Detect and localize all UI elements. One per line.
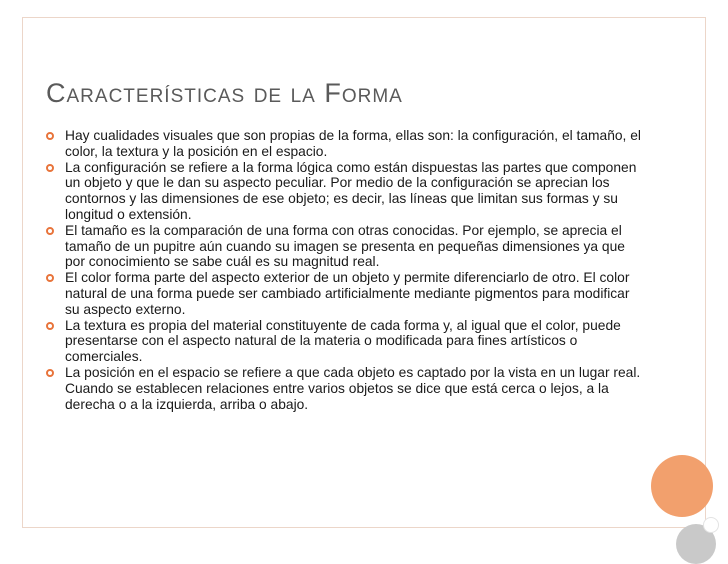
bullet-text: La textura es propia del material constituyente de cada forma y, al igual que el color, puede presentarse con el aspecto natural de la materia o modificada para fines artísticos o comerciales. — [65, 317, 621, 365]
circle-bullet-icon — [46, 274, 54, 282]
circle-bullet-icon — [46, 227, 54, 235]
decorative-white-circle — [703, 517, 719, 533]
bullet-item-posicion — [44, 365, 644, 412]
bullet-text: La posición en el espacio se refiere a que cada objeto es captado por la vista en un lugar real. Cuando se establecen relaciones entre varios objetos se dice que está cerca o lejos, a la derecha o a la izquierda, arriba o abajo. — [65, 364, 641, 412]
bullet-item-configuracion-general — [44, 128, 644, 160]
bullet-item-color — [44, 270, 644, 317]
circle-bullet-icon — [46, 132, 54, 140]
bullet-item-tamano — [44, 223, 644, 270]
bullet-text: La configuración se refiere a la forma lógica como están dispuestas las partes que componen un objeto y que le dan su aspecto peculiar. Por medio de la configuración se aprecian los contornos y las dimensiones de ese objeto; es decir, las líneas que limitan sus formas y su longitud o extensión. — [65, 159, 637, 222]
bullet-text: Hay cualidades visuales que son propias de la forma, ellas son: la configuración, el tamaño, el color, la textura y la posición en el espacio. — [65, 128, 641, 159]
circle-bullet-icon — [46, 164, 54, 172]
circle-bullet-icon — [46, 369, 54, 377]
circle-bullet-icon — [46, 322, 54, 330]
bullet-text: El tamaño es la comparación de una forma con otras conocidas. Por ejemplo, se aprecia el tamaño de un pupitre aún cuando su imagen se presenta en pequeñas dimensiones ya que por conocimiento se sabe cuál es su magnitud real. — [65, 222, 625, 270]
decorative-orange-circle — [651, 455, 713, 517]
slide-title: Características de la Forma — [46, 78, 403, 108]
bullet-item-configuracion — [44, 160, 644, 223]
bullet-item-textura — [44, 318, 644, 365]
bullet-text: El color forma parte del aspecto exterior de un objeto y permite diferenciarlo de otro. El color natural de una forma puede ser cambiado artificialmente mediante pigmentos para modificar su aspecto externo. — [65, 270, 630, 317]
bullet-list — [44, 128, 644, 412]
